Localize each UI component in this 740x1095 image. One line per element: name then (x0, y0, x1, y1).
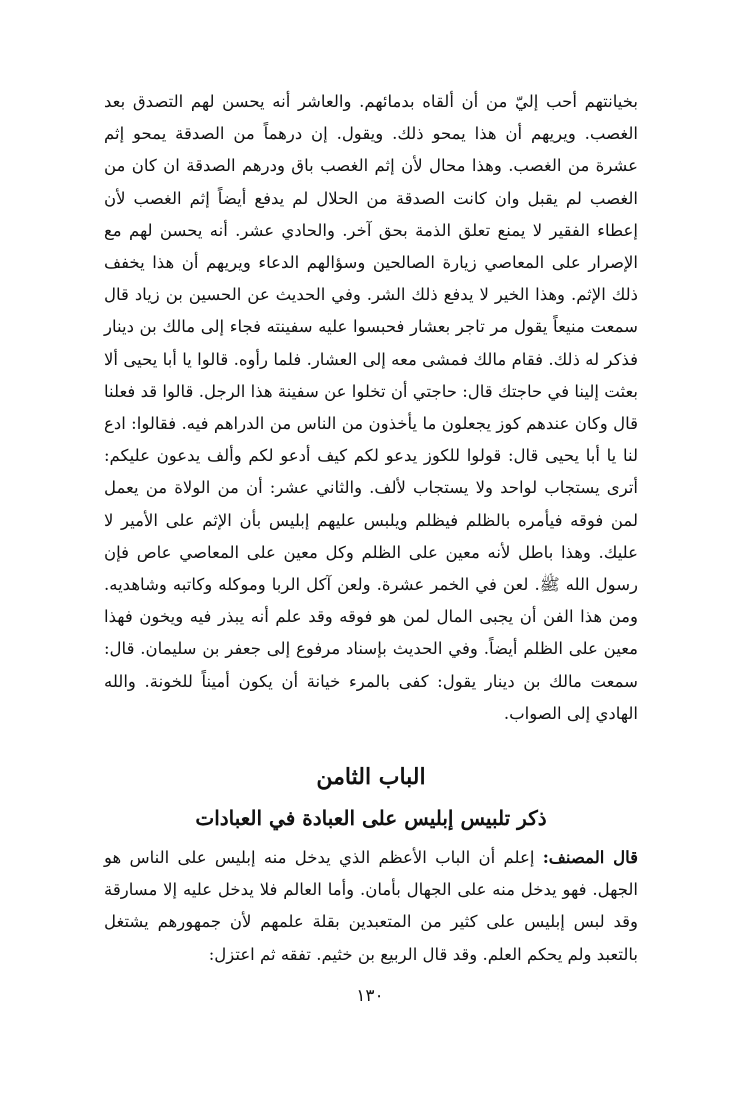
body-paragraph: بخيانتهم أحب إليّ من أن ألقاه بدمائهم. والعاشر أنه يحسن لهم التصدق بعد الغصب. ويريهم أن هذا يمحو ذلك. ويقول. إن درهماً من الصدقة يمحو إثم عشرة من الغصب. وهذا محال لأن إثم الغصب باق ودرهم الصدقة ان كان من الغصب لم يقبل وان كانت الصدقة من الحلال لم يدفع أيضاً إثم الغصب لأن إعطاء الفقير لا يمنع تعلق الذمة بحق آخر. والحادي عشر. أنه يحسن لهم مع الإصرار على المعاصي زيارة الصالحين وسؤالهم الدعاء ويريهم أن هذا يخفف ذلك الإثم. وهذا الخير لا يدفع ذلك الشر. وفي الحديث عن الحسين بن زياد قال سمعت منيعاً يقول مر تاجر بعشار فحبسوا عليه سفينته فجاء إلى مالك بن دينار فذكر له ذلك. فقام مالك فمشى معه إلى العشار. فلما رأوه. قالوا يا أبا يحيى ألا بعثت إلينا في حاجتك قال: حاجتي أن تخلوا عن سفينة هذا الرجل. قالوا قد فعلنا قال وكان عندهم كوز يجعلون ما يأخذون من الناس من الدراهم فيه. فقالوا: ادع لنا يا أبا يحيى قال: قولوا للكوز يدعو لكم كيف أدعو لكم وألف يدعون عليكم: أترى يستجاب لواحد ولا يستجاب لألف. والثاني عشر: أن من الولاة من يعمل لمن فوقه فيأمره بالظلم فيظلم ويلبس عليهم إبليس بأن الإثم على الأمير لا عليك. وهذا باطل لأنه معين على الظلم وكل معين على المعاصي عاص فإن رسول الله ﷺ. لعن في الخمر عشرة. ولعن آكل الربا وموكله وكاتبه وشاهديه. ومن هذا الفن أن يجبى المال لمن هو فوقه وقد علم أنه يبذر فيه ويخون فهذا معين على الظلم أيضاً. وفي الحديث بإسناد مرفوع إلى جعفر بن سليمان. قال: سمعت مالك بن دينار يقول: كفى بالمرء خيانة أن يكون أميناً للخونة. والله الهادي إلى الصواب. (104, 92, 638, 723)
page-number: ١٣٠ (356, 986, 384, 1006)
chapter-heading: الباب الثامن (316, 764, 426, 791)
book-page (104, 86, 638, 971)
section-heading: ذكر تلبيس إبليس على العبادة في العبادات (195, 806, 547, 831)
paragraph-text: إعلم أن الباب الأعظم الذي يدخل منه إبليس على الناس هو الجهل. فهو يدخل منه على الجهال بأمان. وأما العالم فلا يدخل عليه إلا مسارقة وقد لبس إبليس على كثير من المتعبدين بقلة علمهم لأن جمهورهم يشتغل بالتعبد ولم يحكم العلم. وقد قال الربيع بن خثيم. تفقه ثم اعتزل: (104, 848, 638, 964)
body-paragraph-2 (104, 842, 638, 971)
author-attribution: قال المصنف: (542, 848, 638, 868)
